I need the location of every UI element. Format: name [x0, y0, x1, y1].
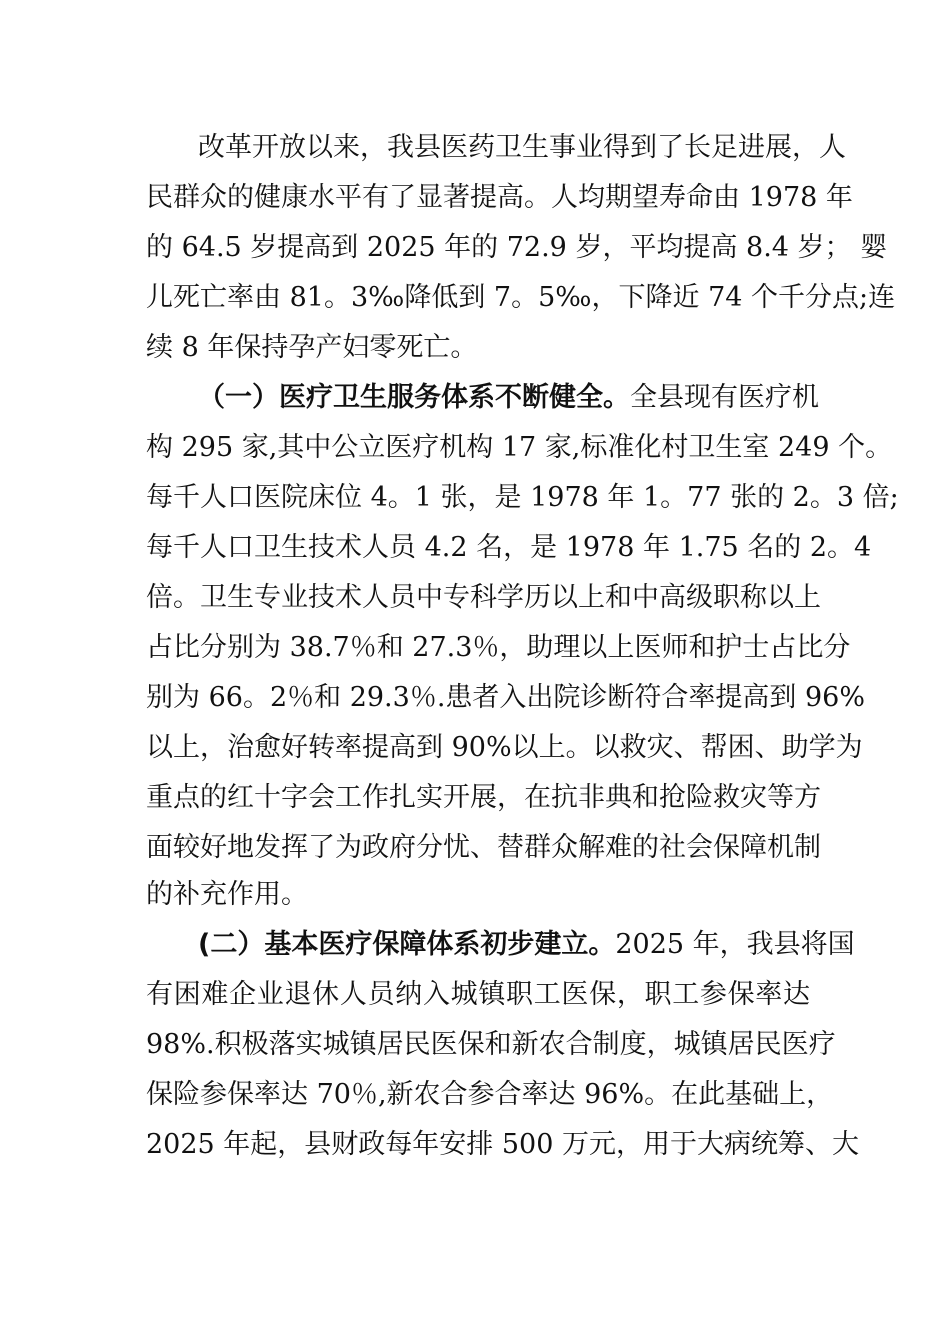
- paragraph-1-line-3: 的 64.5 岁提高到 2025 年的 72.9 岁，平均提高 8.4 岁； 婴: [146, 232, 888, 263]
- paragraph-2-line-3: 每千人口医院床位 4。1 张，是 1978 年 1。77 张的 2。3 倍;: [146, 482, 899, 513]
- paragraph-3-line-2: 有困难企业退休人员纳入城镇职工医保，职工参保率达: [146, 979, 810, 1010]
- paragraph-2-line-1-text: 全县现有医疗机: [630, 382, 819, 413]
- paragraph-3-line-1: [198, 920, 855, 970]
- paragraph-3-line-3: 98%.积极落实城镇居民医保和新农合制度，城镇居民医疗: [146, 1029, 836, 1060]
- paragraph-2-line-2: 构 295 家,其中公立医疗机构 17 家,标准化村卫生室 249 个。: [146, 432, 893, 463]
- paragraph-1-line-4: 儿死亡率由 81。3‰降低到 7。5‰，下降近 74 个千分点;连: [146, 282, 896, 313]
- paragraph-2-line-9: 重点的红十字会工作扎实开展，在抗非典和抢险救灾等方: [146, 782, 821, 813]
- section-heading-2: (二）基本医疗保障体系初步建立。: [198, 929, 616, 960]
- paragraph-3-line-5: 2025 年起，县财政每年安排 500 万元，用于大病统筹、大: [146, 1129, 859, 1160]
- paragraph-2-line-7: 别为 66。2％和 29.3％.患者入出院诊断符合率提高到 96%: [146, 682, 865, 713]
- paragraph-2-line-8: 以上，治愈好转率提高到 90%以上。以救灾、帮困、助学为: [146, 732, 863, 763]
- paragraph-1-line-1: 改革开放以来，我县医药卫生事业得到了长足进展，人: [198, 132, 846, 163]
- paragraph-2-line-10: 面较好地发挥了为政府分忧、替群众解难的社会保障机制: [146, 832, 821, 863]
- paragraph-1-line-5: 续 8 年保持孕产妇零死亡。: [146, 332, 478, 363]
- paragraph-1-line-2: 民群众的健康水平有了显著提高。人均期望寿命由 1978 年: [146, 182, 853, 213]
- paragraph-3-line-4: 保险参保率达 70％,新农合参合率达 96%。在此基础上，: [146, 1079, 834, 1110]
- section-heading-1: （一）医疗卫生服务体系不断健全。: [198, 382, 630, 413]
- paragraph-2-line-4: 每千人口卫生技术人员 4.2 名，是 1978 年 1.75 名的 2。4: [146, 532, 872, 563]
- paragraph-3-line-1-text: 2025 年，我县将国: [615, 929, 855, 960]
- paragraph-2-line-6: 占比分别为 38.7％和 27.3％，助理以上医师和护士占比分: [146, 632, 851, 663]
- paragraph-2-line-11: 的补充作用。: [146, 879, 308, 910]
- paragraph-2-line-1: [198, 373, 819, 423]
- paragraph-2-line-5: 倍。卫生专业技术人员中专科学历以上和中高级职称以上: [146, 582, 821, 613]
